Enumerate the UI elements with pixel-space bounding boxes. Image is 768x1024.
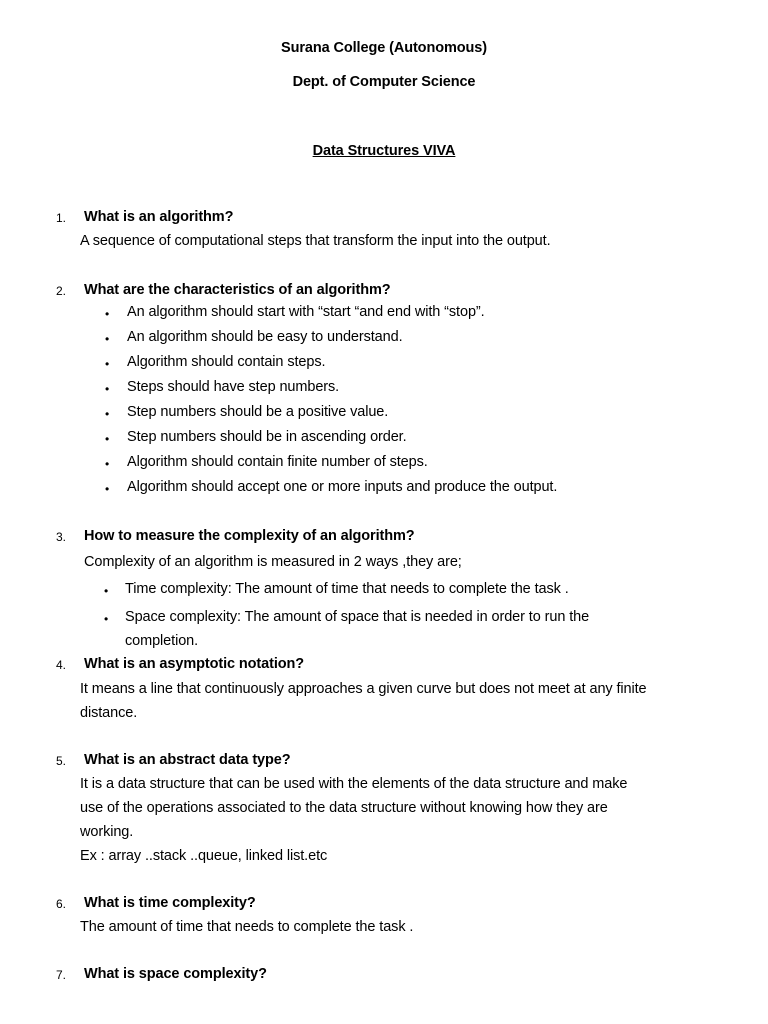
question-2: What are the characteristics of an algorithm?	[84, 282, 391, 298]
question-1: What is an algorithm?	[84, 209, 234, 225]
bullet-icon: •	[105, 307, 110, 321]
list-item: Algorithm should accept one or more inputs and produce the output.	[127, 479, 558, 495]
answer-1: A sequence of computational steps that transform the input into the output.	[80, 233, 551, 249]
answer-4-line: It means a line that continuously approaches a given curve but does not meet at any finite	[80, 681, 647, 697]
bullet-icon: •	[105, 357, 110, 371]
bullet-icon: •	[105, 432, 110, 446]
answer-3-intro: Complexity of an algorithm is measured in 2 ways ,they are;	[84, 554, 462, 570]
list-item: An algorithm should start with “start “and end with “stop”.	[127, 304, 485, 320]
answer-5-example: Ex : array ..stack ..queue, linked list.etc	[80, 848, 328, 864]
bullet-icon: •	[105, 482, 110, 496]
list-item: Algorithm should contain steps.	[127, 354, 326, 370]
answer-5-line: use of the operations associated to the data structure without knowing how they are	[80, 800, 608, 816]
list-item: Time complexity: The amount of time that needs to complete the task .	[125, 581, 569, 597]
list-item: Algorithm should contain finite number of steps.	[127, 454, 428, 470]
department-name: Dept. of Computer Science	[292, 74, 476, 90]
bullet-icon: •	[104, 612, 109, 626]
list-item-continuation: completion.	[125, 633, 199, 649]
bullet-icon: •	[105, 407, 110, 421]
question-number: 1.	[56, 211, 67, 225]
document-title	[0, 142, 768, 160]
question-4: What is an asymptotic notation?	[84, 656, 305, 672]
college-name: Surana College (Autonomous)	[281, 40, 487, 56]
question-5: What is an abstract data type?	[84, 752, 291, 768]
answer-5-line: working.	[80, 824, 134, 840]
bullet-icon: •	[105, 332, 110, 346]
question-3: How to measure the complexity of an algorithm?	[84, 528, 415, 544]
question-number: 3.	[56, 530, 67, 544]
answer-6: The amount of time that needs to complete the task .	[80, 919, 414, 935]
question-number: 7.	[56, 968, 67, 982]
list-item: Step numbers should be a positive value.	[127, 404, 389, 420]
question-7: What is space complexity?	[84, 966, 267, 982]
list-item: An algorithm should be easy to understand.	[127, 329, 403, 345]
list-item: Space complexity: The amount of space that is needed in order to run the	[125, 609, 590, 625]
answer-5-line: It is a data structure that can be used with the elements of the data structure and make	[80, 776, 628, 792]
bullet-icon: •	[105, 457, 110, 471]
bullet-icon: •	[105, 382, 110, 396]
answer-4-line: distance.	[80, 705, 138, 721]
question-number: 4.	[56, 658, 67, 672]
document-title-text: Data Structures VIVA	[312, 143, 456, 159]
question-6: What is time complexity?	[84, 895, 256, 911]
question-number: 2.	[56, 284, 67, 298]
question-number: 5.	[56, 754, 67, 768]
list-item: Step numbers should be in ascending order.	[127, 429, 407, 445]
question-number: 6.	[56, 897, 67, 911]
bullet-icon: •	[104, 584, 109, 598]
list-item: Steps should have step numbers.	[127, 379, 340, 395]
